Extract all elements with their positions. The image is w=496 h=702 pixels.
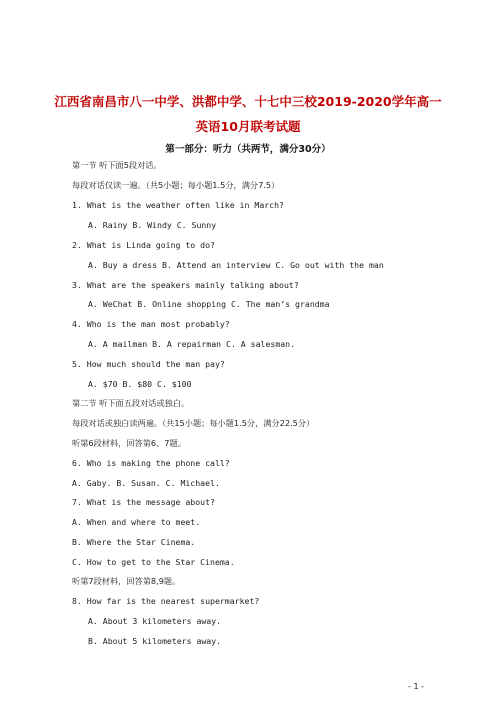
- question-5: 5. How much should the man pay?: [72, 359, 225, 369]
- exam-title-line2: 英语10月联考试题: [195, 119, 301, 134]
- question-2-options: A. Buy a dress B. Attend an interview C. Go out with the man: [88, 260, 384, 270]
- question-3: 3. What are the speakers mainly talking about?: [72, 280, 299, 290]
- question-8-option-a: A. About 3 kilometers away.: [88, 616, 222, 626]
- section1-intro: 第一节 听下面5段对话。: [72, 160, 162, 170]
- question-4: 4. Who is the man most probably?: [72, 319, 230, 329]
- question-8: 8. How far is the nearest supermarket?: [72, 596, 260, 606]
- material-7-note: 听第7段材料，回答第8,9题。: [72, 576, 181, 586]
- question-2: 2. What is Linda going to do?: [72, 240, 215, 250]
- material-6-note: 听第6段材料，回答第6、7题。: [72, 438, 186, 448]
- exam-title-line1: 江西省南昌市八一中学、洪都中学、十七中三校2019-2020学年高一: [54, 94, 442, 109]
- question-1-options: A. Rainy B. Windy C. Sunny: [88, 220, 217, 230]
- page-number: - 1 -: [408, 682, 424, 691]
- question-5-options: A. $70 B. $80 C. $100: [88, 379, 192, 389]
- question-4-options: A. A mailman B. A repairman C. A salesman.: [88, 339, 296, 349]
- question-7: 7. What is the message about?: [72, 497, 215, 507]
- section2-instructions: 每段对话或独白读两遍。（共15小题；每小题1.5分，满分22.5分）: [72, 418, 315, 428]
- question-3-options: A. WeChat B. Online shopping C. The man’s grandma: [88, 299, 330, 309]
- question-7-option-b: B. Where the Star Cinema.: [72, 537, 196, 547]
- question-7-option-c: C. How to get to the Star Cinema.: [72, 557, 235, 567]
- section2-intro: 第二节 听下面五段对话或独白。: [72, 398, 190, 408]
- question-7-option-a: A. When and where to meet.: [72, 517, 201, 527]
- question-6: 6. Who is making the phone call?: [72, 458, 230, 468]
- question-1: 1. What is the weather often like in March?: [72, 200, 284, 210]
- part1-heading: 第一部分：听力（共两节，满分30分）: [165, 144, 331, 155]
- question-8-option-b: B. About 5 kilometers away.: [88, 636, 222, 646]
- section1-instructions: 每段对话仅读一遍。（共5小题；每小题1.5分，满分7.5）: [72, 180, 280, 190]
- question-6-options: A. Gaby. B. Susan. C. Michael.: [72, 478, 220, 488]
